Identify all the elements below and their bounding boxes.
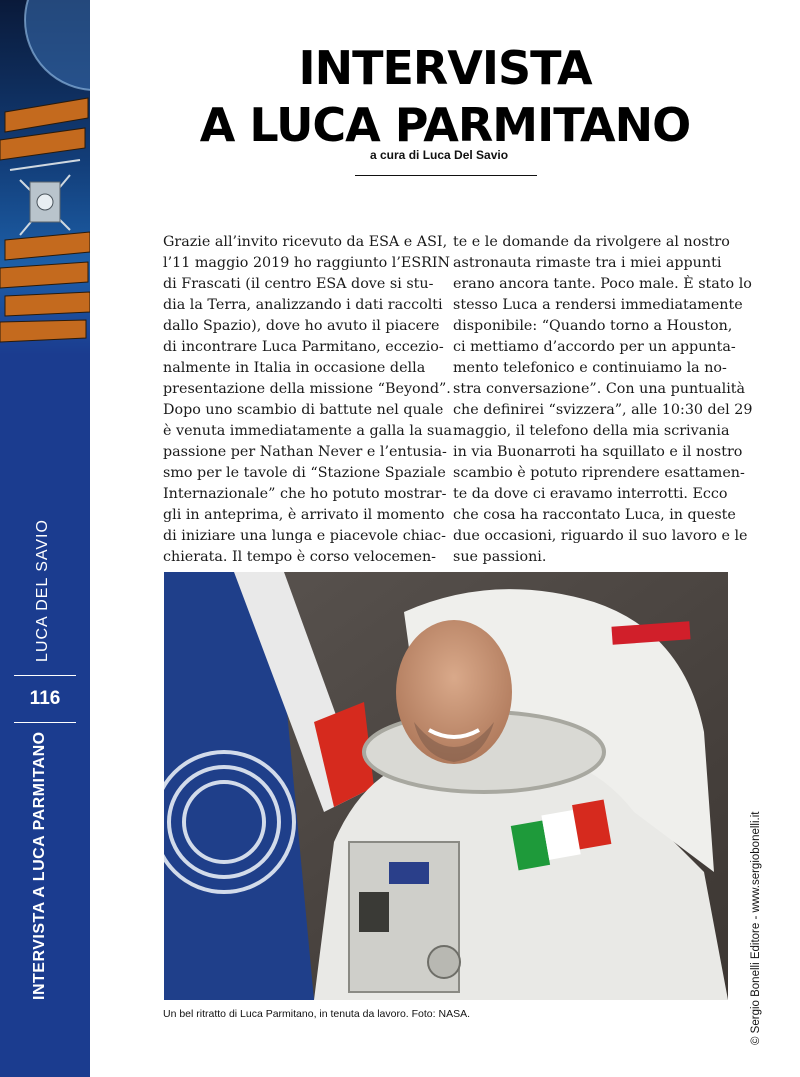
sidebar-labels <box>0 0 90 1077</box>
sidebar-divider <box>14 722 76 723</box>
body-text-line: è venuta immediatamente a galla la sua <box>163 423 453 439</box>
body-text-line: mento telefonico e continuiamo la no- <box>453 360 727 376</box>
body-text-line: astronauta rimaste tra i miei appunti <box>453 255 722 271</box>
body-text-line: disponibile: “Quando torno a Houston, <box>453 318 733 334</box>
body-text-line: stesso Luca a rendersi immediatamente <box>453 297 743 313</box>
body-text-line: te e le domande da rivolgere al nostro <box>453 234 730 250</box>
body-text-line: due occasioni, riguardo il suo lavoro e le <box>453 528 748 544</box>
body-text-line: chierata. Il tempo è corso velocemen- <box>163 549 436 565</box>
body-column-right <box>453 232 753 568</box>
body-text-line: in via Buonarroti ha squillato e il nostro <box>453 444 743 460</box>
sidebar-divider <box>14 675 76 676</box>
body-text-line: smo per le tavole di “Stazione Spaziale <box>163 465 446 481</box>
copyright-credit: © Sergio Bonelli Editore - www.sergiobonelli.it <box>750 811 762 1045</box>
body-text-line: dia la Terra, analizzando i dati raccolti <box>163 297 443 313</box>
body-text-line: presentazione della missione “Beyond”. <box>163 381 451 397</box>
body-text-line: gli in anteprima, è arrivato il momento <box>163 507 445 523</box>
body-text-line: l’11 maggio 2019 ho raggiunto l’ESRIN <box>163 255 451 271</box>
byline: a cura di Luca Del Savio <box>370 148 509 162</box>
body-text-line: nalmente in Italia in occasione della <box>163 360 426 376</box>
body-text-line: Grazie all’invito ricevuto da ESA e ASI, <box>163 234 448 250</box>
body-text-line: di incontrare Luca Parmitano, eccezio- <box>163 339 444 355</box>
body-text-line: ci mettiamo d’accordo per un appunta- <box>453 339 736 355</box>
body-text-line: Internazionale” che ho potuto mostrar- <box>163 486 447 502</box>
page-title-line-2: A LUCA PARMITANO <box>199 98 691 152</box>
body-text-line: maggio, il telefono della mia scrivania <box>453 423 730 439</box>
body-text-line: sue passioni. <box>453 549 547 565</box>
sidebar-section-title: INTERVISTA A LUCA PARMITANO <box>31 731 48 1000</box>
body-text-line: di Frascati (il centro ESA dove si stu- <box>163 276 434 292</box>
sidebar-author: LUCA DEL SAVIO <box>34 519 51 662</box>
body-text-line: che definirei “svizzera”, alle 10:30 del 29 <box>453 402 753 418</box>
page-title-line-1: INTERVISTA <box>298 41 592 95</box>
body-column-left <box>163 232 453 568</box>
astronaut-photo <box>164 572 728 1000</box>
sidebar <box>0 0 90 1077</box>
body-text-line: stra conversazione”. Con una puntualità <box>453 381 746 397</box>
body-text-line: dallo Spazio), dove ho avuto il piacere <box>163 318 440 334</box>
photo-caption: Un bel ritratto di Luca Parmitano, in tenuta da lavoro. Foto: NASA. <box>163 1008 470 1020</box>
body-text-line: passione per Nathan Never e l’entusia- <box>163 444 447 460</box>
byline-divider <box>355 175 537 176</box>
page-number: 116 <box>29 688 61 709</box>
body-text-line: che cosa ha raccontato Luca, in queste <box>453 507 736 523</box>
body-text-line: di iniziare una lunga e piacevole chiac- <box>163 528 446 544</box>
astronaut-portrait-icon <box>164 572 728 1000</box>
body-text-line: erano ancora tante. Poco male. È stato lo <box>453 276 752 292</box>
body-text-line: te da dove ci eravamo interrotti. Ecco <box>453 486 728 502</box>
body-text-line: Dopo uno scambio di battute nel quale <box>163 402 444 418</box>
body-text-line: scambio è potuto riprendere esattamen- <box>453 465 745 481</box>
